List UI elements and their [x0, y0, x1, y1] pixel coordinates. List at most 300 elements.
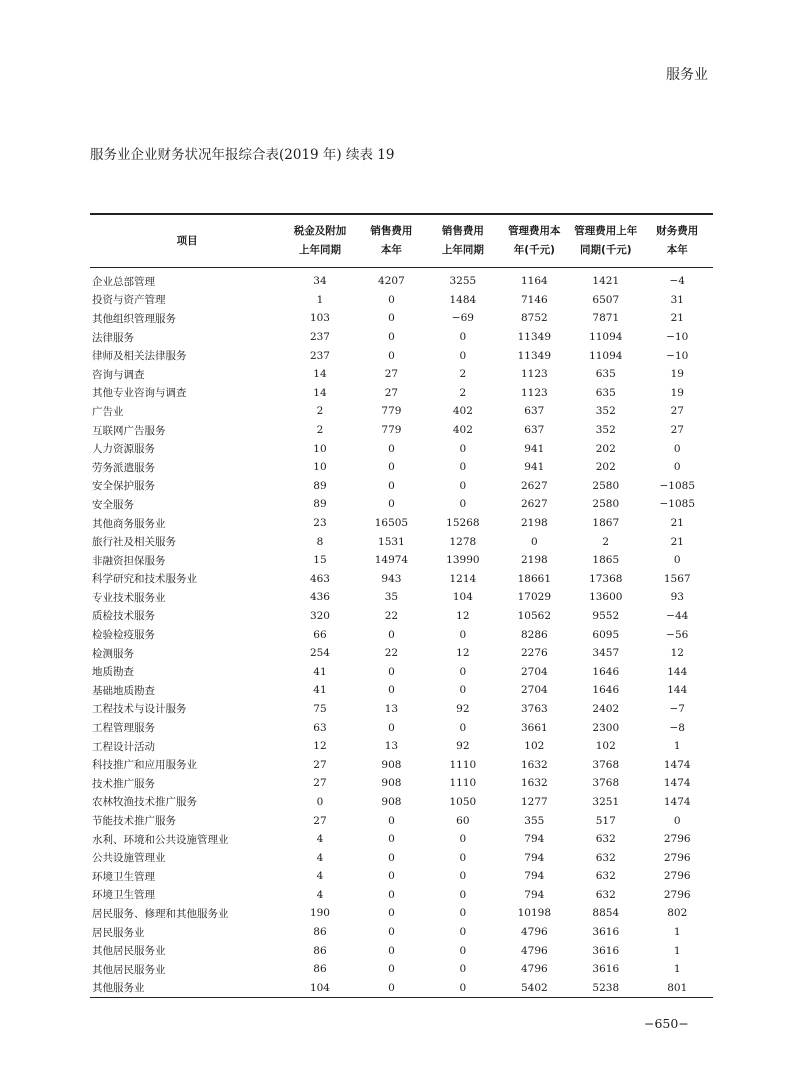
- table-cell: 2300: [592, 721, 620, 734]
- table-cell: 0: [673, 461, 681, 474]
- table-cell: 2276: [520, 647, 548, 660]
- row-label: 劳务派遣服务: [92, 461, 155, 474]
- table-row: [90, 328, 713, 347]
- table-cell: −44: [666, 609, 689, 622]
- table-cell: 402: [452, 405, 473, 418]
- table-cell: 635: [595, 368, 616, 381]
- table-row: [90, 904, 713, 923]
- table-cell: 0: [388, 684, 395, 697]
- table-cell: 5402: [520, 981, 548, 994]
- table-cell: 31: [670, 293, 684, 306]
- table-cell: 17368: [589, 572, 623, 585]
- table-cell: 1278: [449, 535, 477, 548]
- row-label: 科学研究和技术服务业: [92, 573, 197, 586]
- table-cell: 1110: [449, 758, 477, 771]
- table-cell: 0: [388, 944, 395, 957]
- table-cell: 8: [316, 535, 324, 548]
- table-cell: 12: [456, 647, 470, 660]
- table-cell: 0: [388, 479, 395, 492]
- table-cell: 22: [384, 609, 399, 622]
- table-row: [90, 309, 713, 328]
- table-cell: 10: [313, 461, 327, 474]
- table-cell: 1277: [520, 795, 548, 808]
- table-row: [90, 532, 713, 551]
- row-label: 公共设施管理业: [92, 852, 166, 865]
- row-label: 其他服务业: [92, 982, 145, 995]
- table-row: [90, 681, 713, 700]
- table-cell: 104: [309, 981, 330, 994]
- table-cell: 0: [388, 442, 395, 455]
- column-header-line2: 年(千元): [513, 244, 555, 256]
- table-cell: 2796: [663, 851, 691, 864]
- row-label: 旅行社及相关服务: [92, 536, 176, 549]
- row-label: 其他商务服务业: [92, 517, 166, 530]
- table-cell: 801: [667, 981, 688, 994]
- table-row: [90, 477, 713, 496]
- table-cell: 632: [595, 870, 616, 883]
- row-label: 质检技术服务: [92, 610, 155, 623]
- table-cell: 21: [670, 535, 684, 548]
- table-cell: 2796: [663, 833, 691, 846]
- table-cell: 102: [524, 740, 545, 753]
- table-cell: 2: [459, 386, 467, 399]
- table-row: [90, 421, 713, 440]
- table-cell: 7146: [520, 293, 548, 306]
- table-cell: 60: [456, 814, 470, 827]
- table-cell: 11094: [589, 331, 623, 344]
- table-cell: 0: [459, 665, 467, 678]
- table-cell: 0: [388, 312, 395, 325]
- table-cell: 63: [313, 721, 327, 734]
- table-cell: 3616: [592, 944, 620, 957]
- table-cell: 12: [456, 609, 470, 622]
- table-cell: 254: [309, 647, 330, 660]
- table-cell: 0: [673, 554, 681, 567]
- table-cell: 637: [524, 424, 545, 437]
- table-cell: 0: [388, 331, 395, 344]
- table-cell: 202: [595, 442, 616, 455]
- table-row: [90, 662, 713, 681]
- table-cell: 943: [381, 572, 402, 585]
- column-header-line1: 项目: [176, 234, 198, 247]
- table-cell: 2580: [592, 498, 620, 511]
- table-cell: 12: [670, 647, 684, 660]
- table-row: [90, 268, 713, 291]
- table-cell: 352: [595, 405, 616, 418]
- table-cell: 22: [384, 647, 399, 660]
- table-cell: 0: [459, 684, 467, 697]
- table-cell: 1484: [449, 293, 477, 306]
- table-cell: 1474: [663, 777, 691, 790]
- row-label: 环境卫生管理: [92, 889, 155, 902]
- row-label: 水利、环境和公共设施管理业: [92, 833, 229, 846]
- table-cell: 27: [313, 777, 327, 790]
- table-cell: 1: [673, 963, 681, 976]
- table-cell: 86: [313, 944, 327, 957]
- table-cell: 9552: [592, 609, 620, 622]
- table-cell: 104: [452, 591, 473, 604]
- table-row: [90, 737, 713, 756]
- table-cell: 0: [459, 907, 467, 920]
- table-cell: 941: [524, 461, 545, 474]
- table-cell: 2704: [520, 684, 548, 697]
- table-cell: 27: [384, 368, 399, 381]
- table-cell: 2704: [520, 665, 548, 678]
- table-row: [90, 551, 713, 570]
- table-cell: −56: [666, 628, 689, 641]
- table-cell: 1123: [520, 368, 548, 381]
- row-label: 咨询与调查: [92, 368, 145, 381]
- table-cell: 3255: [449, 275, 477, 288]
- table-cell: 15268: [446, 517, 480, 530]
- column-header: [642, 214, 714, 268]
- column-header-line1: 销售费用: [441, 225, 484, 237]
- row-label: 其他组织管理服务: [92, 312, 176, 325]
- table-cell: 1164: [520, 275, 548, 288]
- row-label: 基础地质勘查: [92, 684, 155, 697]
- table-row: [90, 700, 713, 719]
- table-cell: 2: [316, 424, 324, 437]
- table-cell: 0: [459, 926, 467, 939]
- table-cell: 14: [313, 386, 327, 399]
- table-cell: 0: [388, 628, 395, 641]
- table-cell: 27: [384, 386, 399, 399]
- table-cell: 0: [388, 498, 395, 511]
- table-cell: 3616: [592, 963, 620, 976]
- table-cell: 0: [388, 963, 395, 976]
- table-cell: 794: [524, 833, 545, 846]
- table-row: [90, 291, 713, 310]
- row-label: 企业总部管理: [92, 275, 155, 288]
- table-cell: 2: [316, 405, 324, 418]
- row-label: 工程技术与设计服务: [92, 703, 187, 716]
- table-cell: −69: [451, 312, 474, 325]
- table-cell: 6095: [592, 628, 620, 641]
- table-row: [90, 793, 713, 812]
- table-cell: 637: [524, 405, 545, 418]
- table-row: [90, 960, 713, 979]
- table-cell: 3763: [520, 702, 548, 715]
- table-cell: 6507: [592, 293, 620, 306]
- table-cell: 802: [667, 907, 688, 920]
- table-cell: 0: [388, 665, 395, 678]
- table-cell: 1632: [520, 758, 548, 771]
- table-cell: 16505: [374, 517, 409, 530]
- table-row: [90, 588, 713, 607]
- section-tag: 服务业: [666, 67, 708, 83]
- table-cell: 89: [313, 479, 327, 492]
- table-row: [90, 402, 713, 421]
- table-cell: 0: [388, 814, 395, 827]
- table-cell: 0: [459, 944, 467, 957]
- table-cell: 0: [459, 721, 467, 734]
- row-label: 科技推广和应用服务业: [92, 759, 197, 772]
- table-cell: 352: [595, 424, 616, 437]
- table-cell: 4: [316, 851, 324, 864]
- table-cell: 632: [595, 833, 616, 846]
- table-cell: 0: [459, 331, 467, 344]
- row-label: 人力资源服务: [92, 443, 155, 456]
- row-label: 非融资担保服务: [92, 554, 166, 567]
- table-cell: 1632: [520, 777, 548, 790]
- row-label: 律师及相关法律服务: [92, 350, 187, 363]
- table-cell: 2198: [520, 554, 548, 567]
- row-label: 技术推广服务: [92, 777, 155, 790]
- table-cell: 0: [388, 293, 395, 306]
- table-cell: 237: [309, 331, 330, 344]
- table-row: [90, 774, 713, 793]
- row-label: 工程设计活动: [92, 740, 155, 753]
- table-cell: 0: [388, 833, 395, 846]
- table-cell: 23: [313, 517, 327, 530]
- table-row: [90, 886, 713, 905]
- table-cell: 1567: [663, 572, 691, 585]
- table-cell: 2: [459, 368, 467, 381]
- table-cell: 237: [309, 349, 330, 362]
- table-cell: 794: [524, 888, 545, 901]
- table-cell: 463: [309, 572, 330, 585]
- table-cell: 5238: [592, 981, 620, 994]
- table-cell: 0: [459, 870, 467, 883]
- table-cell: 2796: [663, 888, 691, 901]
- financial-table: [90, 213, 713, 998]
- table-row: [90, 495, 713, 514]
- table-row: [90, 923, 713, 942]
- column-header-line2: 同期(千元): [579, 244, 632, 256]
- table-row: [90, 384, 713, 403]
- table-cell: 0: [388, 851, 395, 864]
- row-label: 其他居民服务业: [92, 945, 166, 958]
- table-cell: 2580: [592, 479, 620, 492]
- table-row: [90, 755, 713, 774]
- table-cell: 2198: [520, 517, 548, 530]
- row-label: 安全服务: [92, 498, 134, 511]
- table-cell: 632: [595, 888, 616, 901]
- table-cell: 34: [313, 275, 327, 288]
- row-label: 检测服务: [92, 647, 134, 660]
- table-row: [90, 811, 713, 830]
- table-row: [90, 607, 713, 626]
- table-cell: 12: [313, 740, 327, 753]
- table-cell: 0: [459, 851, 467, 864]
- table-cell: 3457: [592, 647, 620, 660]
- table-cell: 19: [670, 386, 684, 399]
- table-row: [90, 346, 713, 365]
- table-cell: 355: [524, 814, 545, 827]
- row-label: 节能技术推广服务: [92, 815, 176, 828]
- table-cell: 27: [670, 405, 684, 418]
- table-cell: −10: [666, 349, 689, 362]
- table-cell: 10562: [517, 609, 552, 622]
- table-cell: 92: [456, 740, 470, 753]
- table-cell: 941: [524, 442, 545, 455]
- column-header-line1: 管理费用本: [508, 225, 561, 237]
- table-cell: 4796: [520, 926, 548, 939]
- table-cell: 7871: [592, 312, 620, 325]
- row-label: 地质勘查: [92, 666, 134, 679]
- table-cell: 86: [313, 926, 327, 939]
- table-cell: 8854: [592, 907, 620, 920]
- table-row: [90, 439, 713, 458]
- table-title: 服务业企业财务状况年报综合表(2019 年) 续表 19: [90, 147, 395, 163]
- table-cell: 517: [595, 814, 616, 827]
- column-header-item: [90, 214, 284, 268]
- table-cell: 18661: [517, 572, 552, 585]
- table-cell: 1865: [592, 554, 620, 567]
- table-cell: 11349: [517, 349, 552, 362]
- table-cell: 4: [316, 870, 324, 883]
- table-cell: 190: [309, 907, 330, 920]
- table-cell: 0: [316, 795, 324, 808]
- table-cell: 0: [388, 461, 395, 474]
- table-cell: 402: [452, 424, 473, 437]
- table-cell: 4207: [378, 275, 405, 288]
- table-cell: 632: [595, 851, 616, 864]
- table-cell: 10: [313, 442, 327, 455]
- table-cell: 144: [667, 684, 688, 697]
- table-cell: 1421: [592, 275, 620, 288]
- table-cell: 794: [524, 870, 545, 883]
- column-header-line2: 本年: [666, 244, 688, 256]
- column-header-line1: 管理费用上年: [574, 225, 638, 237]
- table-cell: 0: [459, 628, 467, 641]
- table-cell: 103: [309, 312, 330, 325]
- table-cell: 21: [670, 517, 684, 530]
- table-cell: 2402: [592, 702, 620, 715]
- table-cell: 202: [595, 461, 616, 474]
- table-cell: 10198: [517, 907, 552, 920]
- table-cell: 1646: [592, 684, 620, 697]
- table-cell: 1: [673, 926, 681, 939]
- table-cell: 2627: [520, 498, 548, 511]
- row-label: 广告业: [92, 405, 124, 418]
- table-cell: 0: [673, 814, 681, 827]
- table-row: [90, 570, 713, 589]
- table-cell: 2: [602, 535, 610, 548]
- row-label: 安全保护服务: [92, 480, 155, 493]
- table-cell: 4796: [520, 944, 548, 957]
- table-row: [90, 625, 713, 644]
- table-cell: 0: [388, 349, 395, 362]
- table-cell: 13: [384, 740, 399, 753]
- table-cell: 1: [673, 740, 681, 753]
- table-cell: 635: [595, 386, 616, 399]
- table-cell: 86: [313, 963, 327, 976]
- table-cell: 3616: [592, 926, 620, 939]
- column-header-line2: 上年同期: [298, 244, 341, 256]
- table-body: [90, 268, 713, 998]
- table-cell: 0: [388, 721, 395, 734]
- table-cell: −1085: [659, 498, 696, 511]
- row-label: 专业技术服务业: [92, 591, 166, 604]
- table-cell: 0: [459, 498, 467, 511]
- table-cell: 1867: [592, 517, 620, 530]
- column-header-line1: 财务费用: [656, 225, 699, 237]
- table-row: [90, 941, 713, 960]
- table-cell: 1646: [592, 665, 620, 678]
- table-cell: 144: [667, 665, 688, 678]
- table-cell: 779: [381, 405, 402, 418]
- table-cell: 8286: [520, 628, 548, 641]
- table-cell: 17029: [517, 591, 552, 604]
- table-cell: 3251: [592, 795, 620, 808]
- table-cell: 92: [456, 702, 470, 715]
- table-cell: 3661: [520, 721, 548, 734]
- table-row: [90, 979, 713, 998]
- row-label: 农林牧渔技术推广服务: [92, 796, 197, 809]
- table-row: [90, 365, 713, 384]
- table-cell: 4796: [520, 963, 548, 976]
- table-cell: 0: [459, 442, 467, 455]
- table-cell: 0: [388, 888, 395, 901]
- table-cell: −4: [669, 275, 685, 288]
- table-cell: −1085: [659, 479, 696, 492]
- table-cell: 1050: [449, 795, 477, 808]
- table-cell: 2627: [520, 479, 548, 492]
- table-cell: 0: [459, 479, 467, 492]
- table-cell: 0: [388, 981, 395, 994]
- row-label: 居民服务、修理和其他服务业: [92, 907, 229, 920]
- table-cell: 27: [313, 814, 327, 827]
- table-row: [90, 458, 713, 477]
- table-cell: 4: [316, 888, 324, 901]
- row-label: 其他专业咨询与调查: [92, 387, 187, 400]
- row-label: 其他居民服务业: [92, 963, 166, 976]
- table-cell: 908: [381, 777, 402, 790]
- table-cell: 35: [384, 591, 399, 604]
- table-cell: 0: [459, 833, 467, 846]
- table-cell: 102: [595, 740, 616, 753]
- table-cell: 41: [313, 665, 327, 678]
- page-number: −650−: [644, 1016, 689, 1031]
- table-cell: 13990: [446, 554, 480, 567]
- table-cell: 1531: [378, 535, 405, 548]
- table-cell: 14: [313, 368, 327, 381]
- table-row: [90, 848, 713, 867]
- row-label: 检验检疫服务: [92, 629, 155, 642]
- table-cell: 779: [381, 424, 402, 437]
- table-cell: 13600: [589, 591, 623, 604]
- table-cell: 908: [381, 795, 402, 808]
- table-cell: 14974: [374, 554, 409, 567]
- table-cell: −7: [669, 702, 685, 715]
- table-cell: 27: [313, 758, 327, 771]
- column-header-line2: 本年: [380, 244, 402, 256]
- table-cell: 3768: [592, 777, 620, 790]
- table-cell: 75: [313, 702, 327, 715]
- table-cell: 908: [381, 758, 402, 771]
- row-label: 投资与资产管理: [92, 294, 166, 307]
- table-cell: 21: [670, 312, 684, 325]
- table-cell: 15: [313, 554, 327, 567]
- table-cell: 0: [459, 981, 467, 994]
- table-cell: 19: [670, 368, 684, 381]
- table-cell: 1123: [520, 386, 548, 399]
- column-header: [356, 214, 427, 268]
- table-cell: 0: [673, 442, 681, 455]
- table-cell: 436: [309, 591, 330, 604]
- row-label: 居民服务业: [92, 926, 145, 939]
- table-cell: 4: [316, 833, 324, 846]
- table-row: [90, 718, 713, 737]
- table-row: [90, 514, 713, 533]
- table-cell: 1110: [449, 777, 477, 790]
- column-header: [570, 214, 641, 268]
- row-label: 互联网广告服务: [92, 424, 166, 437]
- table-cell: 13: [384, 702, 399, 715]
- table-cell: 8752: [520, 312, 548, 325]
- table-cell: 11349: [517, 331, 552, 344]
